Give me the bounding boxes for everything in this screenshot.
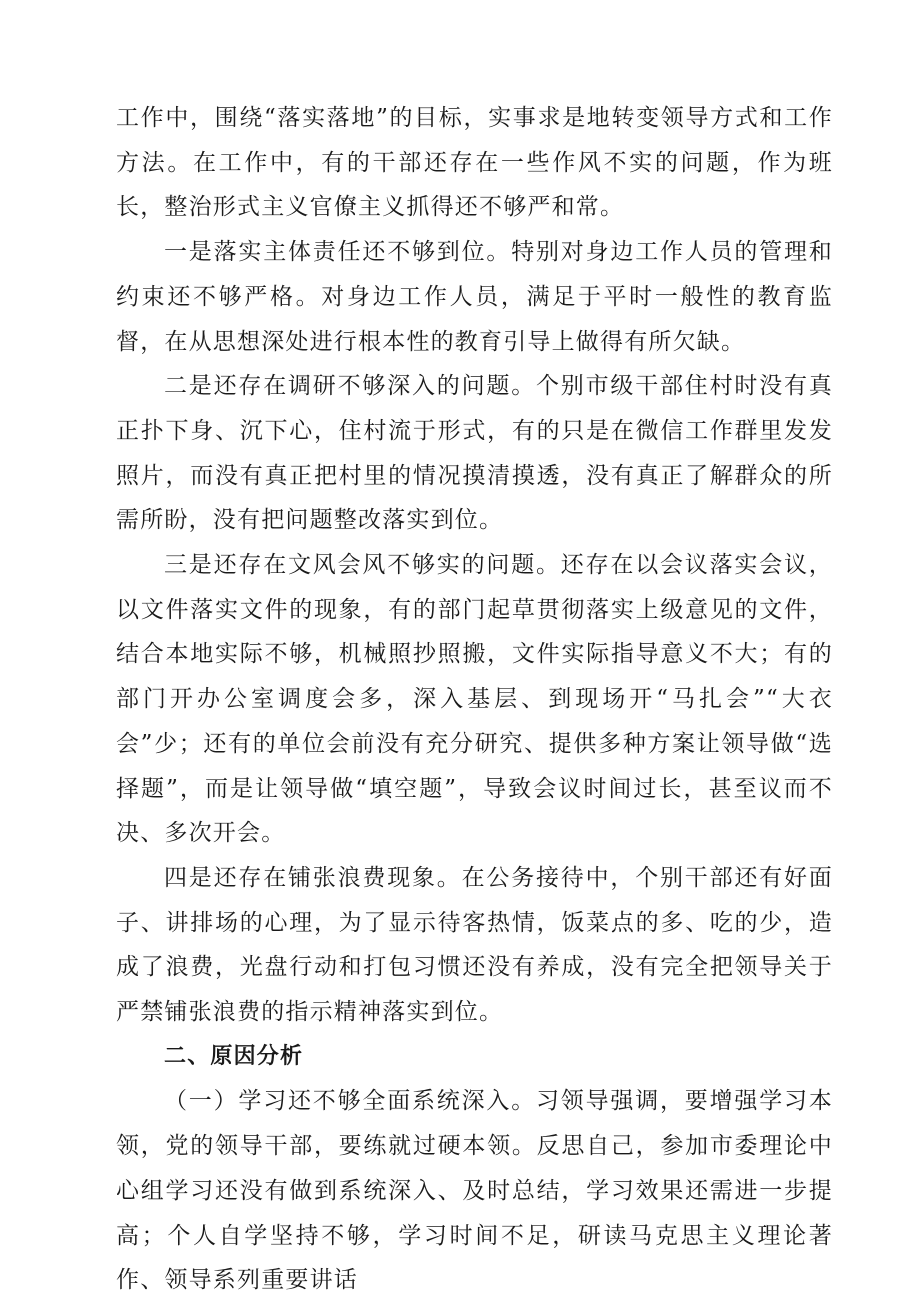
section-heading-cause-analysis: 二、原因分析 bbox=[164, 1043, 304, 1069]
paragraph-cause-one: （一）学习还不够全面系统深入。习领导强调，要增强学习本领，党的领导干部，要练就过硬本领。反思自己，参加市委理论中心组学习还没有做到系统深入、及时总结，学习效果还需进一步提高；个人自学坚持不够，学习时间不足，研读马克思主义理论著作、领导系列重要讲话 bbox=[116, 1088, 833, 1294]
paragraph-issue-one: 一是落实主体责任还不够到位。特别对身边工作人员的管理和约束还不够严格。对身边工作人员，满足于平时一般性的教育监督，在从思想深处进行根本性的教育引导上做得有所欠缺。 bbox=[116, 239, 833, 355]
paragraph-intro-continued: 工作中，围绕“落实落地”的目标，实事求是地转变领导方式和工作方法。在工作中，有的干部还存在一些作风不实的问题，作为班长，整治形式主义官僚主义抓得还不够严和常。 bbox=[116, 105, 833, 221]
paragraph-issue-two: 二是还存在调研不够深入的问题。个别市级干部住村时没有真正扑下身、沉下心，住村流于形式，有的只是在微信工作群里发发照片，而没有真正把村里的情况摸清摸透，没有真正了解群众的所需所盼，没有把问题整改落实到位。 bbox=[116, 373, 833, 534]
paragraph-issue-four: 四是还存在铺张浪费现象。在公务接待中，个别干部还有好面子、讲排场的心理，为了显示待客热情，饭菜点的多、吃的少，造成了浪费，光盘行动和打包习惯还没有养成，没有完全把领导关于严禁铺张浪费的指示精神落实到位。 bbox=[116, 864, 833, 1026]
document-body bbox=[116, 96, 833, 1303]
paragraph-issue-three: 三是还存在文风会风不够实的问题。还存在以会议落实会议，以文件落实文件的现象，有的部门起草贯彻落实上级意见的文件，结合本地实际不够，机械照抄照搬，文件实际指导意义不大；有的部门开办公室调度会多，深入基层、到现场开“马扎会”“大衣会”少；还有的单位会前没有充分研究、提供多种方案让领导做“选择题”，而是让领导做“填空题”，导致会议时间过长，甚至议而不决、多次开会。 bbox=[116, 552, 833, 847]
